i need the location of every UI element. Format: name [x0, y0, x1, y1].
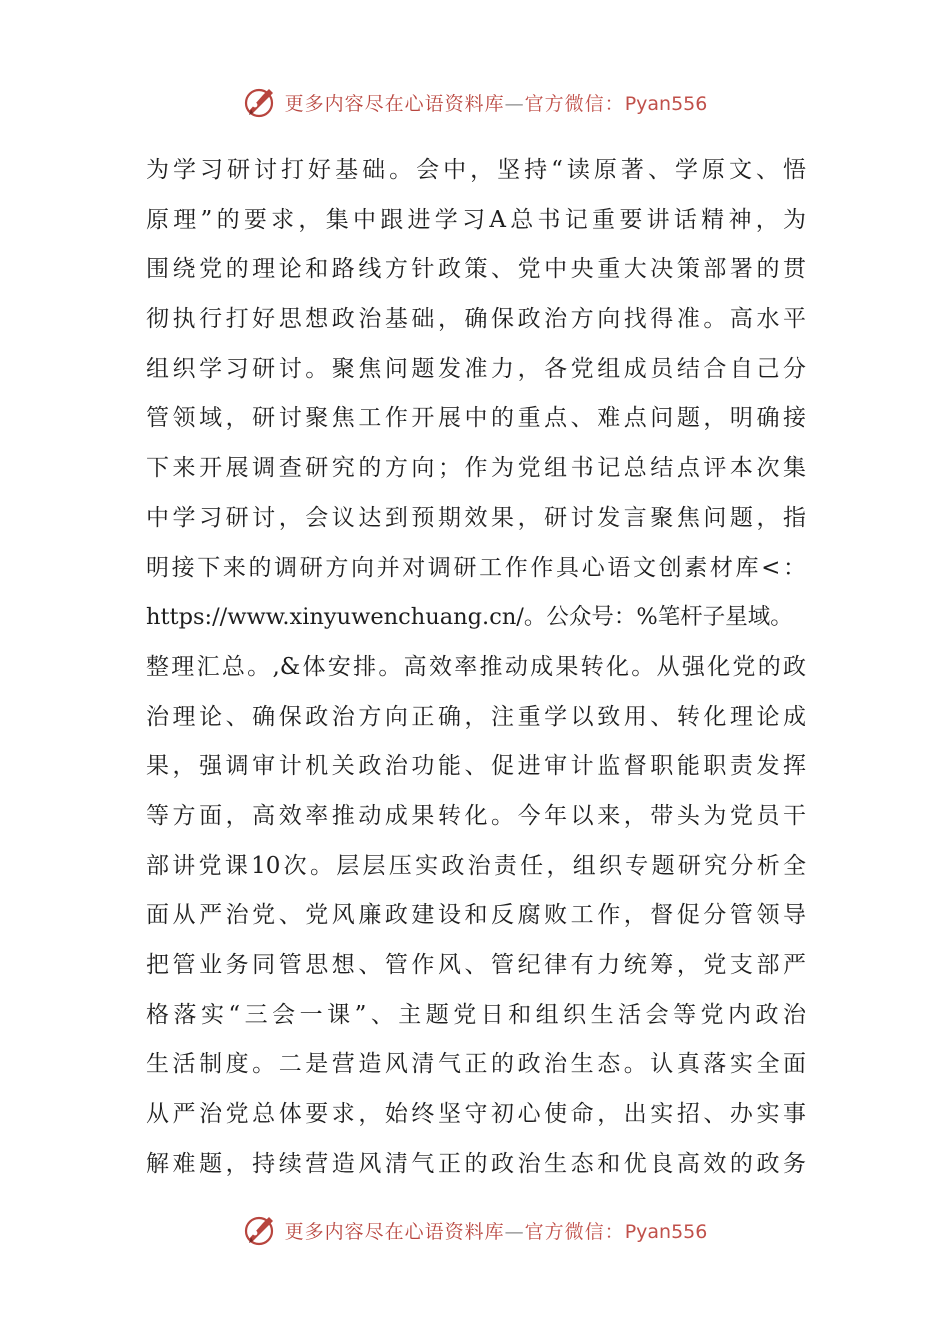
banner-text	[285, 89, 708, 116]
banner-contact-id: Pyan556	[624, 1220, 708, 1243]
body-line: 面从严治党、党风廉政建设和反腐败工作，督促分管领导	[146, 902, 806, 929]
banner-title: 更多内容尽在心语资料库	[284, 1220, 505, 1243]
body-line: 组织学习研讨。聚焦问题发准力，各党组成员结合自己分	[146, 355, 806, 382]
body-line: 下来开展调查研究的方向；作为党组书记总结点评本次集	[146, 455, 806, 482]
body-line: 解难题，持续营造风清气正的政治生态和优良高效的政务	[146, 1150, 806, 1177]
footer-banner	[0, 1210, 950, 1250]
banner-contact-label: 官方微信：	[524, 1220, 625, 1243]
body-line: 围绕党的理论和路线方针政策、党中央重大决策部署的贯	[146, 256, 806, 283]
body-line: 生活制度。二是营造风清气正的政治生态。认真落实全面	[146, 1051, 806, 1078]
body-line: 彻执行打好思想政治基础，确保政治方向找得准。高水平	[146, 306, 806, 333]
banner-text	[285, 1217, 708, 1244]
body-line: 管领域，研讨聚焦工作开展中的重点、难点问题，明确接	[146, 405, 806, 432]
body-line: 部讲党课10次。层层压实政治责任，组织专题研究分析全	[146, 852, 806, 879]
banner-dash: —	[504, 92, 525, 115]
body-line: 等方面，高效率推动成果转化。今年以来，带头为党员干	[146, 802, 806, 829]
pen-nib-logo-icon	[243, 1213, 277, 1247]
banner-dash: —	[504, 1220, 525, 1243]
document-body	[146, 146, 806, 1189]
body-line: 治理论、确保政治方向正确，注重学以致用、转化理论成	[146, 703, 806, 730]
body-line: 原理”的要求，集中跟进学习A总书记重要讲话精神，为	[146, 206, 806, 233]
banner-contact-id: Pyan556	[624, 92, 708, 115]
banner-title: 更多内容尽在心语资料库	[284, 92, 505, 115]
body-line: 从严治党总体要求，始终坚守初心使命，出实招、办实事	[146, 1101, 806, 1128]
pen-nib-logo-icon	[243, 85, 277, 119]
body-line: 果，强调审计机关政治功能、促进审计监督职能职责发挥	[146, 753, 806, 780]
body-line: 明接下来的调研方向并对调研工作作具心语文创素材库<：	[146, 554, 806, 581]
body-line: 为学习研讨打好基础。会中，坚持“读原著、学原文、悟	[146, 157, 806, 183]
body-line: 中学习研讨，会议达到预期效果，研讨发言聚焦问题，指	[146, 504, 806, 531]
body-line: 整理汇总。,&体安排。高效率推动成果转化。从强化党的政	[146, 653, 806, 680]
body-line: 格落实“三会一课”、主题党日和组织生活会等党内政治	[146, 1001, 806, 1028]
banner-contact-label: 官方微信：	[524, 92, 625, 115]
header-banner	[0, 82, 950, 122]
body-line: https://www.xinyuwenchuang.cn/。公众号：%笔杆子星域。	[146, 604, 793, 631]
body-line: 把管业务同管思想、管作风、管纪律有力统筹，党支部严	[146, 952, 806, 978]
